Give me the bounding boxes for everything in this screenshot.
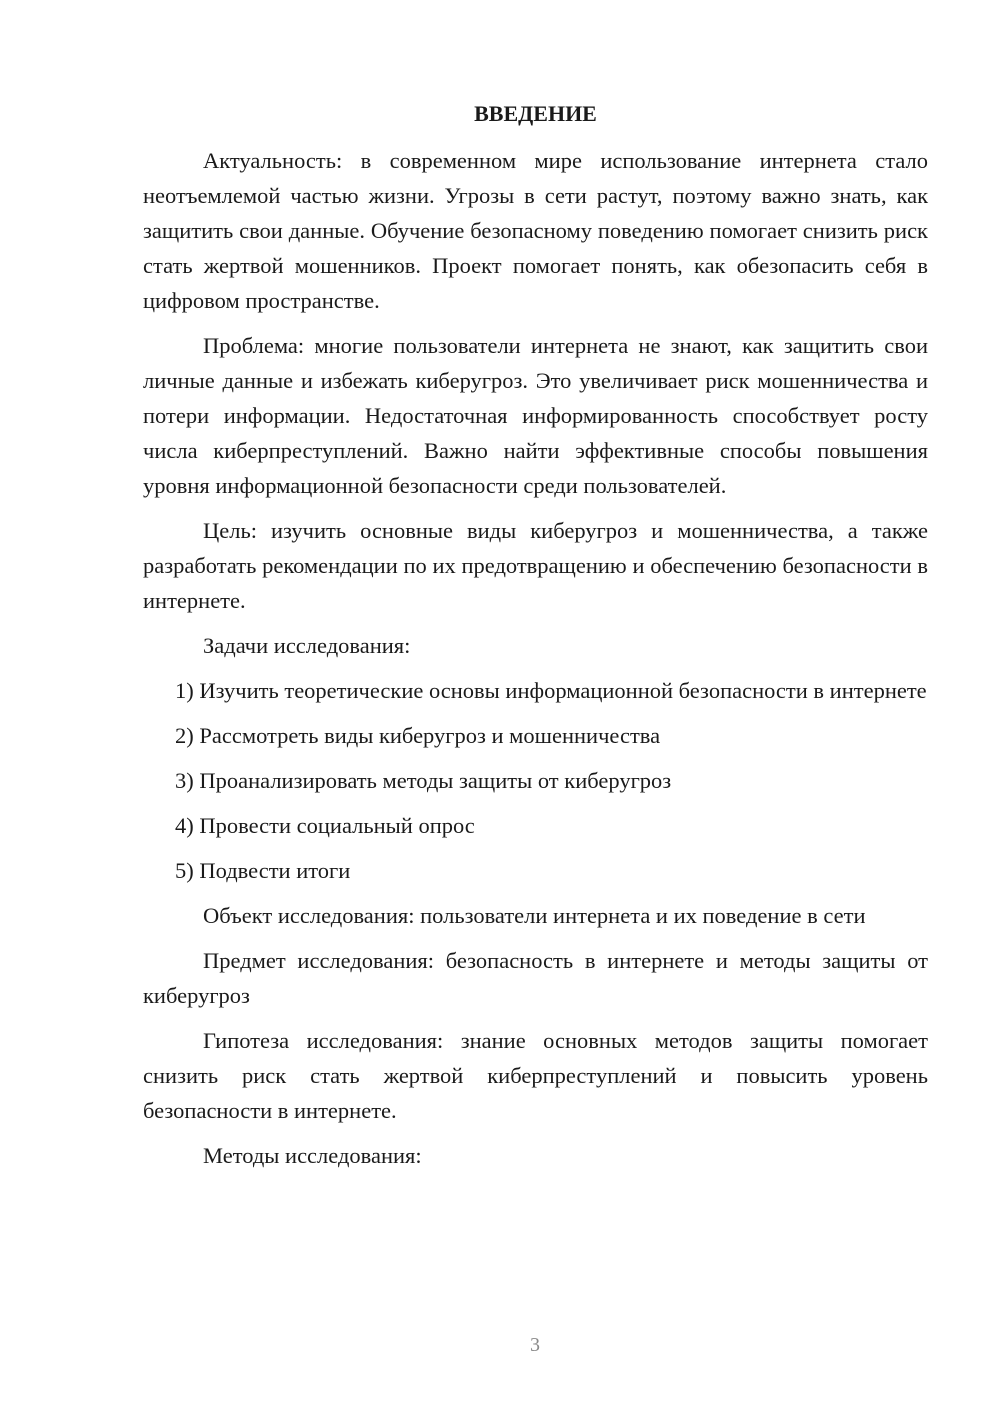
document-page xyxy=(143,96,928,1183)
list-item: 5) Подвести итоги xyxy=(175,858,351,883)
object-paragraph: Объект исследования: пользователи интернета и их поведение в сети xyxy=(203,903,866,928)
list-item: 3) Проанализировать методы защиты от киберугроз xyxy=(175,768,672,793)
tasks-heading: Задачи исследования: xyxy=(203,633,411,658)
tasks-list xyxy=(143,673,928,888)
problem-paragraph: Проблема: многие пользователи интернета не знают, как защитить свои личные данные и избежать киберугроз. Это увеличивает риск мошенничества и потери информации. Недостаточная информированность способствует росту числа киберпреступлений. Важно найти эффективные способы повышения уровня информационной безопасности среди пользователей. xyxy=(143,333,928,498)
page-title: ВВЕДЕНИЕ xyxy=(474,101,597,126)
list-item: 2) Рассмотреть виды киберугроз и мошенничества xyxy=(175,723,661,748)
goal-paragraph: Цель: изучить основные виды киберугроз и мошенничества, а также разработать рекомендации по их предотвращению и обеспечению безопасности в интернете. xyxy=(143,518,928,613)
relevance-paragraph: Актуальность: в современном мире использование интернета стало неотъемлемой частью жизни. Угрозы в сети растут, поэтому важно знать, как защитить свои данные. Обучение безопасному поведению помогает снизить риск стать жертвой мошенников. Проект помогает понять, как обезопасить себя в цифровом пространстве. xyxy=(143,148,928,313)
subject-paragraph: Предмет исследования: безопасность в интернете и методы защиты от киберугроз xyxy=(143,948,928,1008)
hypothesis-paragraph: Гипотеза исследования: знание основных методов защиты помогает снизить риск стать жертвой киберпреступлений и повысить уровень безопасности в интернете. xyxy=(143,1028,928,1123)
page-number: 3 xyxy=(530,1334,540,1356)
list-item: 1) Изучить теоретические основы информационной безопасности в интернете xyxy=(175,678,927,703)
methods-heading: Методы исследования: xyxy=(203,1143,422,1168)
list-item: 4) Провести социальный опрос xyxy=(175,813,475,838)
